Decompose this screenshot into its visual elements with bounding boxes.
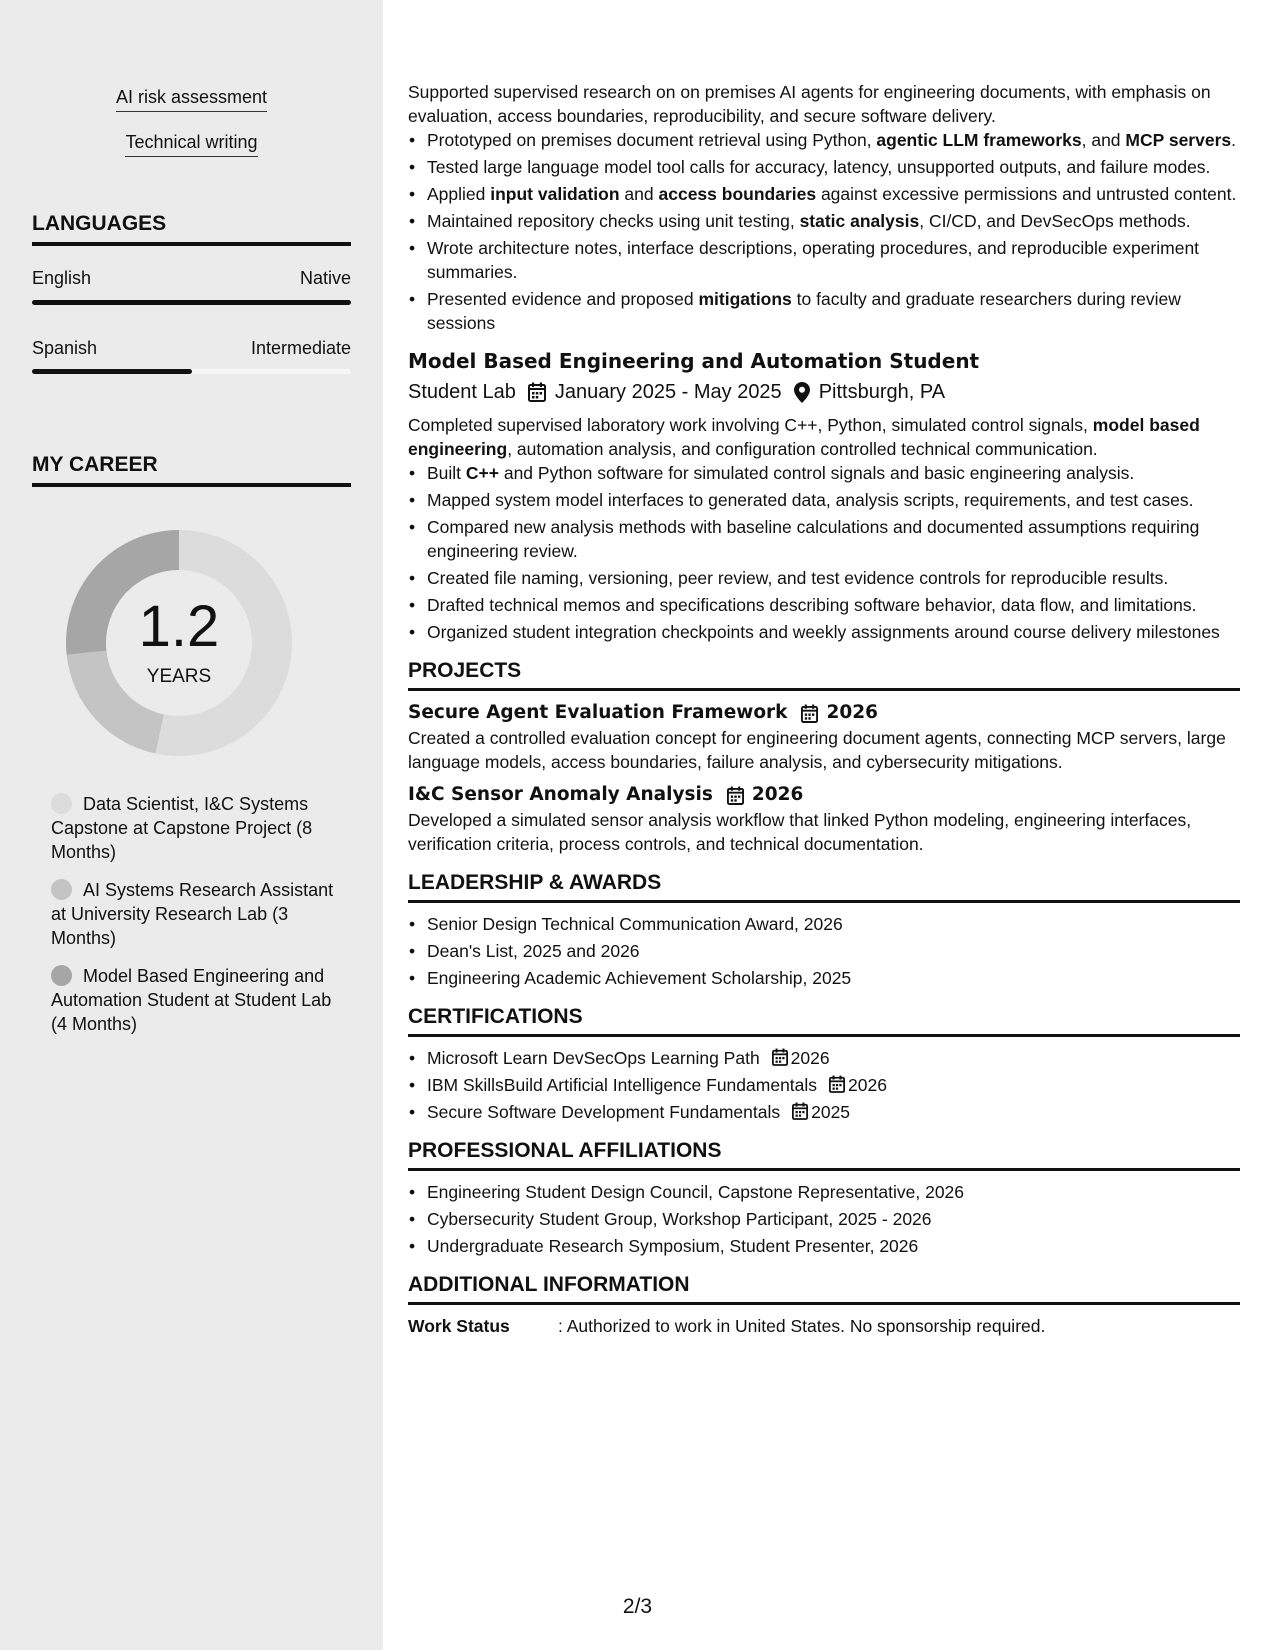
text: and Python software for simulated control signals and basic engineering analysis. xyxy=(498,463,1135,483)
language-row xyxy=(32,338,351,359)
job-location: Pittsburgh, PA xyxy=(818,381,946,403)
text: Prototyped on premises document retrieval using Python, xyxy=(427,130,877,150)
award-item: • Dean's List, 2025 and 2026 xyxy=(408,939,1240,963)
job-company: Student Lab xyxy=(408,381,516,403)
map-pin-icon xyxy=(794,382,810,403)
project-title-row xyxy=(408,782,1240,808)
language-level: Intermediate xyxy=(250,338,351,358)
text: , automation analysis, and configuration controlled technical communication. xyxy=(507,439,1098,459)
bullet-item xyxy=(408,566,1240,590)
award-item: • Senior Design Technical Communication Award, 2026 xyxy=(408,912,1240,936)
page-number: 2/3 xyxy=(622,1595,653,1618)
career-heading: MY CAREER xyxy=(32,453,351,487)
bullet-item xyxy=(408,593,1240,617)
text: Wrote architecture notes, interface descriptions, operating procedures, and reproducible experiment summaries. xyxy=(427,238,1200,282)
language-bar-fill xyxy=(32,369,192,374)
text: Maintained repository checks using unit testing, xyxy=(427,211,800,231)
main-content xyxy=(408,80,1240,1338)
certification-name: Microsoft Learn DevSecOps Learning Path xyxy=(427,1048,760,1068)
text: Mapped system model interfaces to generated data, analysis scripts, requirements, and test cases. xyxy=(427,490,1194,510)
certification-year: 2025 xyxy=(811,1102,851,1122)
job-summary xyxy=(408,413,1240,461)
text: Completed supervised laboratory work involving C++, Python, simulated control signals, xyxy=(408,415,1093,435)
career-years-value: 1.2 xyxy=(138,594,220,659)
bullet-item xyxy=(408,236,1240,284)
certification-name: Secure Software Development Fundamentals xyxy=(427,1102,781,1122)
career-item-text: Data Scientist, I&C Systems Capstone at Capstone Project (8 Months) xyxy=(51,794,313,862)
text: Compared new analysis methods with baseline calculations and documented assumptions requiring engineering review. xyxy=(427,517,1200,561)
job-dates: January 2025 - May 2025 xyxy=(554,381,782,403)
skill-label: AI risk assessment xyxy=(116,87,267,112)
certification-name: IBM SkillsBuild Artificial Intelligence Fundamentals xyxy=(427,1075,818,1095)
awards-heading: LEADERSHIP & AWARDS xyxy=(408,870,1240,903)
bold-text: agentic LLM frameworks xyxy=(876,130,1082,150)
legend-dot xyxy=(51,879,72,900)
project-year: 2026 xyxy=(826,702,878,723)
project-title-row xyxy=(408,700,1240,726)
text: Built xyxy=(427,463,466,483)
career-item xyxy=(51,792,341,864)
career-item-text: Model Based Engineering and Automation Student at Student Lab (4 Months) xyxy=(51,966,332,1034)
bold-text: static analysis xyxy=(799,211,920,231)
bullet-item xyxy=(408,461,1240,485)
career-item xyxy=(51,878,341,950)
bold-text: C++ xyxy=(465,463,499,483)
career-item xyxy=(51,964,341,1036)
job-title: Model Based Engineering and Automation Student xyxy=(408,349,980,373)
certification-item xyxy=(408,1073,1240,1097)
language-bar-fill xyxy=(32,300,351,305)
bullet-item xyxy=(408,620,1240,644)
text: Tested large language model tool calls for accuracy, latency, unsupported outputs, and failure modes. xyxy=(427,157,1211,177)
bold-text: input validation xyxy=(490,184,620,204)
text: to faculty and graduate researchers during review sessions xyxy=(427,289,1181,333)
bullet-item xyxy=(408,287,1240,335)
language-name: Spanish xyxy=(32,338,98,358)
info-row xyxy=(408,1314,1240,1338)
project xyxy=(408,700,1240,774)
bold-text: mitigations xyxy=(698,289,792,309)
project-year: 2026 xyxy=(751,784,804,805)
skill-tag xyxy=(0,87,383,112)
affiliations-heading: PROFESSIONAL AFFILIATIONS xyxy=(408,1138,1240,1171)
certification-year: 2026 xyxy=(790,1048,830,1068)
text: Created file naming, versioning, peer review, and test evidence controls for reproducible results. xyxy=(427,568,1169,588)
calendar-icon xyxy=(829,1075,845,1093)
certifications-heading: CERTIFICATIONS xyxy=(408,1004,1240,1037)
career-legend xyxy=(51,792,341,1050)
calendar-icon xyxy=(792,1102,808,1120)
language-row xyxy=(32,268,351,289)
text: against excessive permissions and untrusted content. xyxy=(816,184,1237,204)
awards-list xyxy=(408,912,1240,990)
text: , CI/CD, and DevSecOps methods. xyxy=(919,211,1191,231)
project-title: Secure Agent Evaluation Framework xyxy=(408,702,788,723)
additional-info-heading: ADDITIONAL INFORMATION xyxy=(408,1272,1240,1305)
job-bullets xyxy=(408,128,1240,335)
bullet-item xyxy=(408,155,1240,179)
calendar-icon xyxy=(727,786,744,805)
affiliation-item: • Cybersecurity Student Group, Workshop Participant, 2025 - 2026 xyxy=(408,1207,1240,1231)
sidebar xyxy=(0,0,383,1650)
career-item-text: AI Systems Research Assistant at University Research Lab (3 Months) xyxy=(51,880,334,948)
text: Drafted technical memos and specifications describing software behavior, data flow, and limitations. xyxy=(427,595,1197,615)
bullet-item xyxy=(408,128,1240,152)
job-summary: Supported supervised research on on premises AI agents for engineering documents, with emphasis on evaluation, access boundaries, reproducibility, and secure software delivery. xyxy=(408,82,1211,126)
language-level: Native xyxy=(299,268,351,288)
projects-heading: PROJECTS xyxy=(408,658,1240,691)
text: and xyxy=(619,184,659,204)
info-label: Work Status xyxy=(408,1316,510,1336)
certification-item xyxy=(408,1046,1240,1070)
text: Applied xyxy=(427,184,491,204)
text: . xyxy=(1231,130,1236,150)
calendar-icon xyxy=(801,704,818,723)
bullet-item xyxy=(408,182,1240,206)
bullet-item xyxy=(408,209,1240,233)
bullet-item xyxy=(408,515,1240,563)
skill-tag xyxy=(0,132,383,157)
legend-dot xyxy=(51,965,72,986)
certification-year: 2026 xyxy=(848,1075,887,1095)
award-item: • Engineering Academic Achievement Scholarship, 2025 xyxy=(408,966,1240,990)
job-meta xyxy=(408,379,1240,405)
project-title: I&C Sensor Anomaly Analysis xyxy=(408,784,713,805)
affiliation-item: • Engineering Student Design Council, Capstone Representative, 2026 xyxy=(408,1180,1240,1204)
skill-label: Technical writing xyxy=(125,132,257,157)
calendar-icon xyxy=(772,1048,788,1066)
project-description: Developed a simulated sensor analysis workflow that linked Python modeling, engineering interfaces, verification criteria, process controls, and technical documentation. xyxy=(408,810,1192,854)
language-bar xyxy=(32,300,351,305)
languages-heading: LANGUAGES xyxy=(32,212,351,246)
bold-text: MCP servers xyxy=(1125,130,1232,150)
career-years-label: YEARS xyxy=(146,666,212,687)
bullet-item xyxy=(408,488,1240,512)
text: Organized student integration checkpoints and weekly assignments around course delivery milestones xyxy=(427,622,1220,642)
certification-item xyxy=(408,1100,1240,1124)
legend-dot xyxy=(51,793,72,814)
job-bullets xyxy=(408,461,1240,644)
language-bar xyxy=(32,369,351,374)
calendar-icon xyxy=(528,382,546,402)
info-value: : Authorized to work in United States. No sponsorship required. xyxy=(558,1316,1046,1336)
bold-text: model based engineering xyxy=(408,415,1200,459)
certifications-list xyxy=(408,1046,1240,1124)
text: Presented evidence and proposed xyxy=(427,289,699,309)
text: , and xyxy=(1081,130,1126,150)
affiliations-list xyxy=(408,1180,1240,1258)
language-name: English xyxy=(32,268,92,288)
bold-text: access boundaries xyxy=(658,184,817,204)
project xyxy=(408,782,1240,856)
project-description: Created a controlled evaluation concept for engineering document agents, connecting MCP servers, large language models, access boundaries, failure analysis, and cybersecurity mitigations. xyxy=(408,728,1226,772)
affiliation-item: • Undergraduate Research Symposium, Student Presenter, 2026 xyxy=(408,1234,1240,1258)
